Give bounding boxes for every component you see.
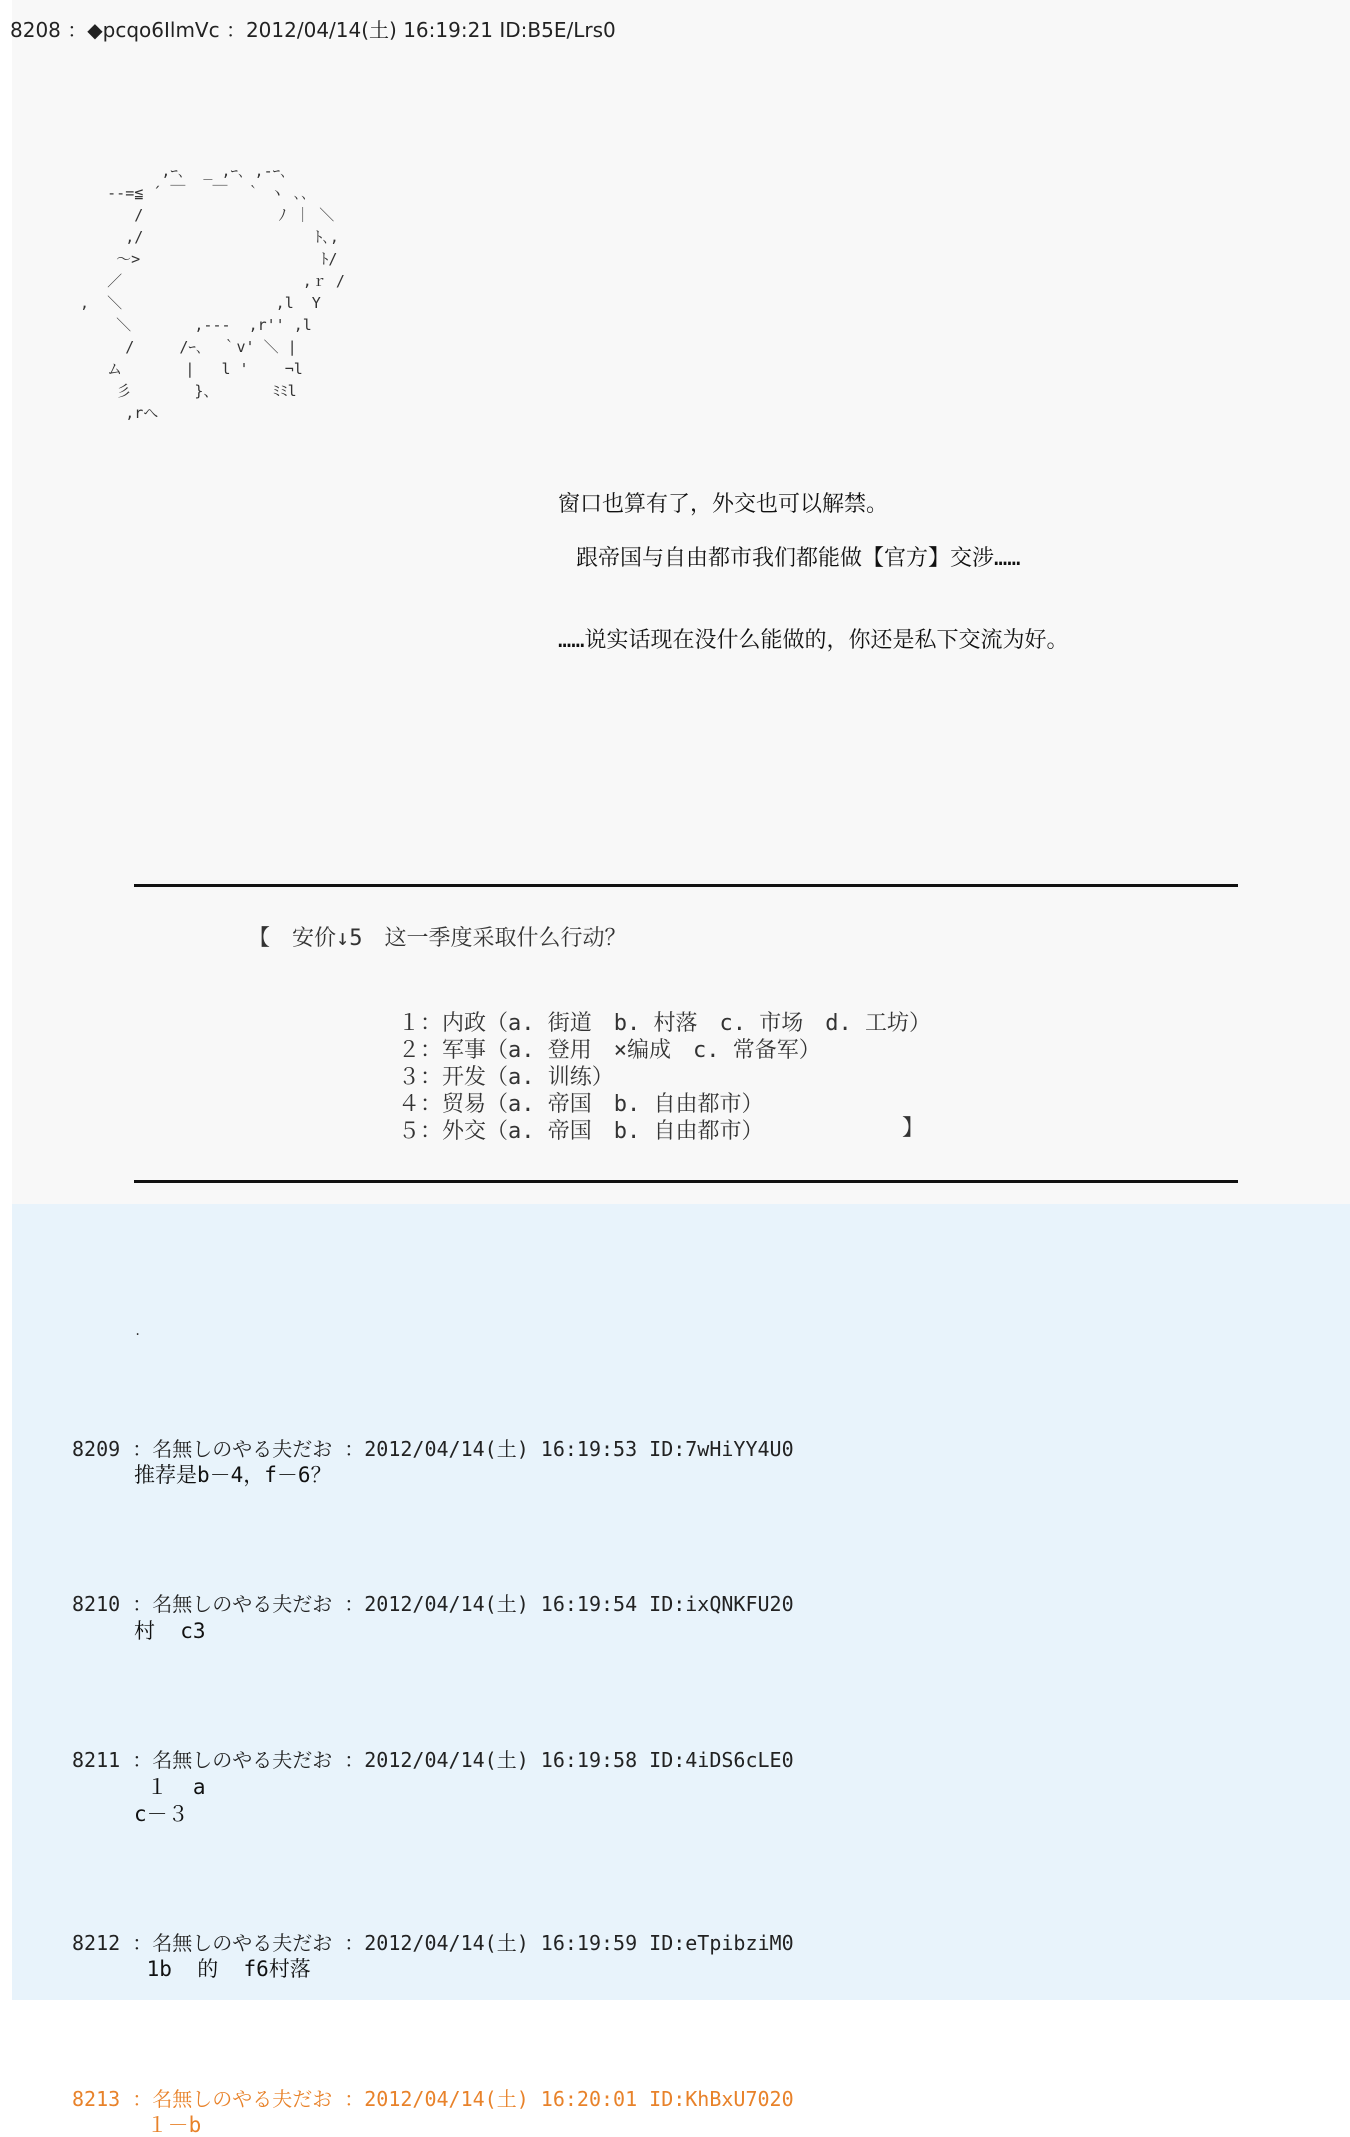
anka-prompt: 【 安价↓5 这一季度采取什么行动？ <box>248 926 627 951</box>
reply-header: 8209 ：名無しのやる夫だお ：2012/04/14(土) 16:19:53 ID:7wHiYY4U0 <box>72 1437 794 1461</box>
reply-text: 1b 的 f6村落 <box>134 1957 311 1981</box>
reply-header: 8210 ：名無しのやる夫だお ：2012/04/14(土) 16:19:54 ID:ixQNKFU20 <box>72 1592 794 1616</box>
option-4: ４：贸易（a. 帝国 b. 自由都市） <box>398 1092 764 1117</box>
reply-text: 村 c3 <box>134 1619 206 1643</box>
divider-top <box>134 884 1238 887</box>
reply-text: c－３ <box>134 1802 189 1826</box>
speech-line-3: ……说实话现在没什么能做的，你还是私下交流为好。 <box>558 628 1069 653</box>
ascii-art-character: ,ｰ､ _ ,ｰ､ ,-ｰ､ --=≦ ´ ￣ ￣ ｀ ヽ ､､ / ﾉ ｜ ＼ ,/ ﾄ､, ～> ﾄ/ ／ ,ｒ / , ＼ ,l Y ＼ ,--- ,r'' ,l / /ｰ､ ｀v' ＼ | ム | l ' ¬l 彡 }、 ﾐﾐl ,rへ 窗口也算有了，外交也可以解禁。 跟帝国与自由都市我们都能做【官方】交涉…… ……说实话现在没什么能做的，你还是私下交流为好。 【 安价↓5 这一季度采取什么行动？ １：内政（a. 街道 b. 村落 c. 市场 d. 工坊） ２：军事（a. 登用 ×编成 c. 常备军） ３：开发（a. 训练） ４：贸易（a. 帝国 b. 自由都市） ５：外交（a. 帝国 b. 自由都市） 】 . 8209 ：名無しのやる夫だお ：2012/04/14(土) 16:19:53 ID:7wHiYY4U0 推荐是b－4，f－6？ 8210 ：名無しのやる夫だお ：2012/04/14(土) 16:19:54 ID:ixQNKFU20 村 c3 8211 ：名無しのやる夫だお ：2012/04/14(土) 16:19:58 ID:4iDS6cLE0 １ a c－３ 8212 ：名無しのやる夫だお ：2012/04/14(土) 16:19:59 ID:eTpibziM0 1b 的 f6村落 8213 ：名無しのやる夫だお ：2012/04/14(土) 16:20:01 ID:KhBxU7020 １－b <box>62 160 345 1260</box>
option-2: ２：军事（a. 登用 ×编成 c. 常备军） <box>398 1038 821 1063</box>
option-5: ５：外交（a. 帝国 b. 自由都市） <box>398 1119 764 1144</box>
option-1: １：内政（a. 街道 b. 村落 c. 市场 d. 工坊） <box>398 1011 931 1036</box>
reply-text: 推荐是b－4，f－6？ <box>134 1463 332 1487</box>
option-3: ３：开发（a. 训练） <box>398 1065 614 1090</box>
reply-text-highlighted: １－b <box>134 2113 202 2137</box>
prompt-close-bracket: 】 <box>902 1116 925 1141</box>
speech-line-2: 跟帝国与自由都市我们都能做【官方】交涉…… <box>576 546 1021 571</box>
trailing-dot: . <box>134 1324 142 1338</box>
reply-header: 8211 ：名無しのやる夫だお ：2012/04/14(土) 16:19:58 ID:4iDS6cLE0 <box>72 1748 794 1772</box>
speech-line-1: 窗口也算有了，外交也可以解禁。 <box>558 492 889 517</box>
reply-header: 8212 ：名無しのやる夫だお ：2012/04/14(土) 16:19:59 ID:eTpibziM0 <box>72 1931 794 1955</box>
reply-text: １ a <box>134 1775 206 1799</box>
divider-bottom <box>134 1180 1238 1183</box>
op-post-header: 8208 ：◆pcqo6IlmVc ：2012/04/14(土) 16:19:21 ID:B5E/Lrs0 <box>10 18 616 42</box>
reply-header-highlighted: 8213 ：名無しのやる夫だお ：2012/04/14(土) 16:20:01 ID:KhBxU7020 <box>72 2087 794 2111</box>
